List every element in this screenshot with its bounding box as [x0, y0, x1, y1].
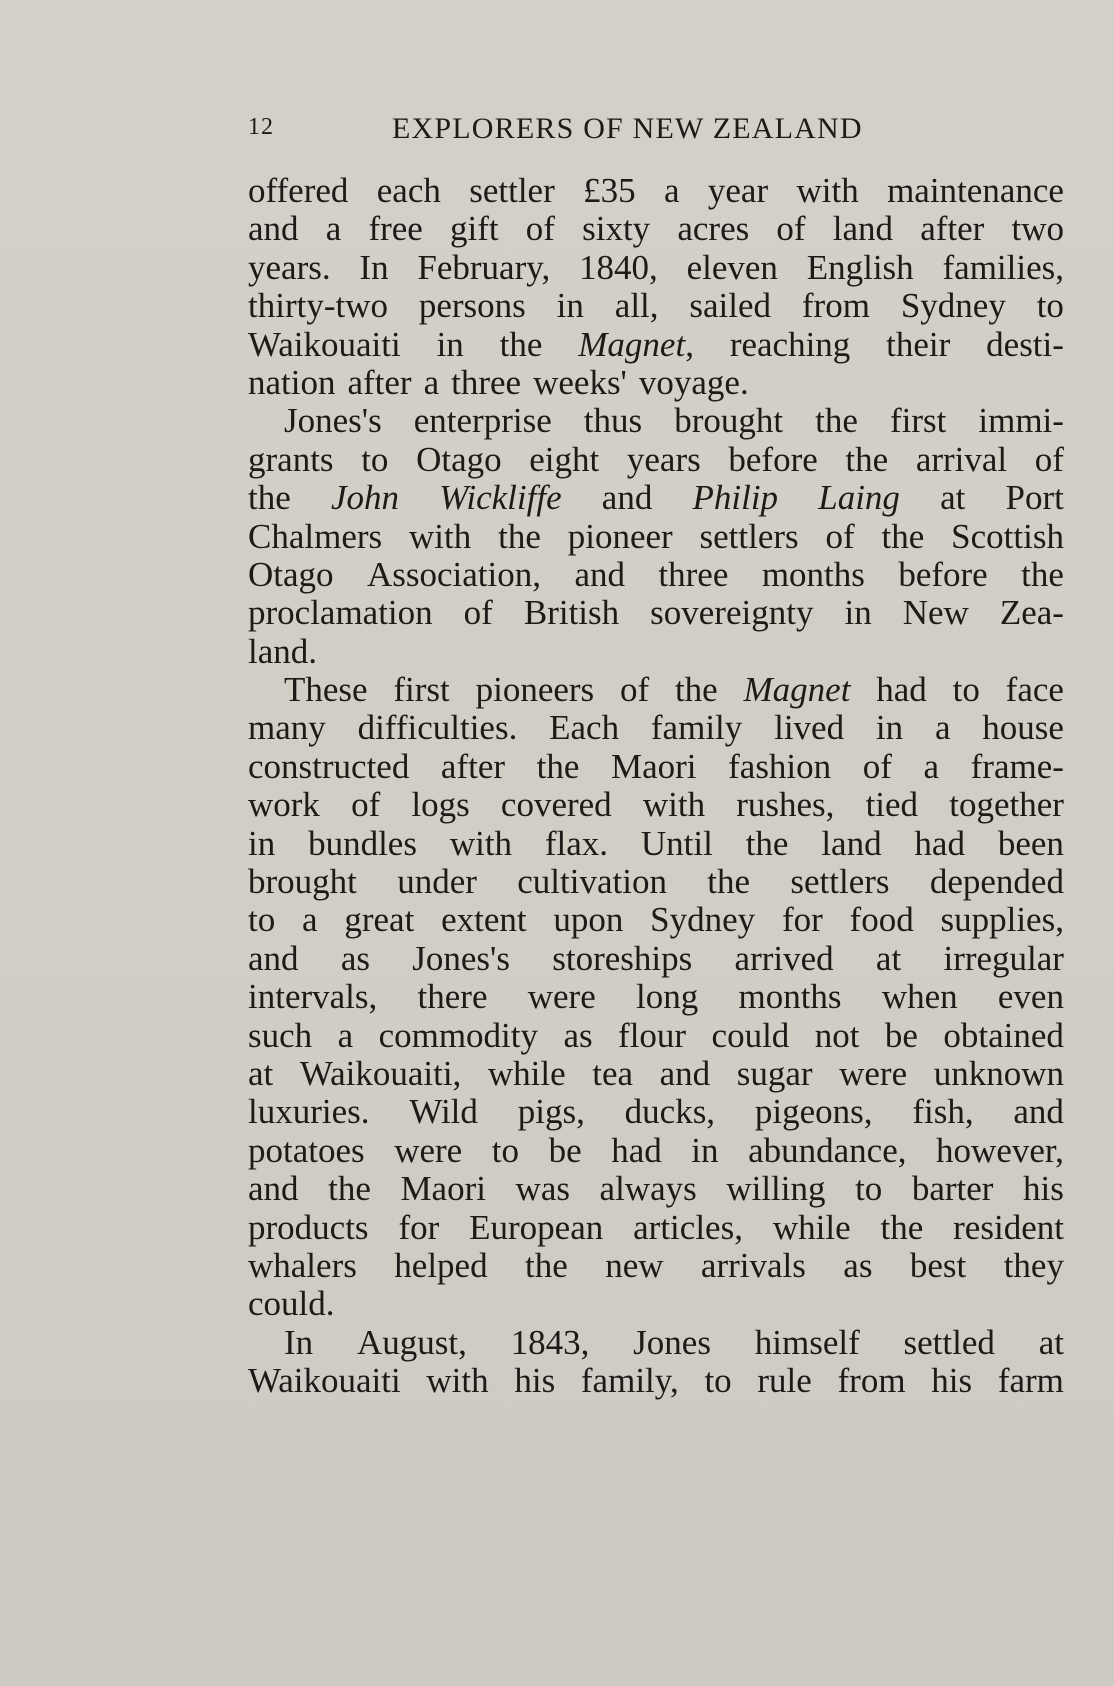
word: and — [659, 1053, 711, 1093]
word: three — [451, 362, 522, 402]
word: even — [997, 977, 1064, 1017]
word: difficulties. — [357, 708, 518, 748]
word: a — [337, 1015, 354, 1055]
body-text — [248, 172, 1064, 1401]
word: In — [284, 1322, 314, 1362]
word: New — [902, 593, 969, 633]
word: of — [525, 209, 555, 249]
word: the — [1021, 554, 1064, 594]
text-line — [248, 1285, 1064, 1323]
word: the — [536, 746, 580, 786]
word: years. — [248, 247, 331, 287]
word: years — [626, 439, 701, 479]
word: a — [423, 362, 440, 402]
word: resident — [953, 1207, 1064, 1247]
word: from — [837, 1361, 906, 1401]
word: brought — [674, 401, 784, 441]
word: after — [920, 209, 985, 249]
word: Wickliffe — [439, 478, 562, 518]
word: Wild — [409, 1092, 478, 1132]
word: the — [248, 478, 291, 518]
word: 1843, — [510, 1322, 590, 1362]
word: each — [376, 171, 441, 210]
word: first — [393, 670, 450, 710]
word: and — [248, 938, 299, 978]
word: all, — [614, 286, 659, 326]
word: at — [248, 1053, 274, 1093]
word: constructed — [248, 746, 410, 786]
word: thus — [583, 401, 643, 441]
word: bundles — [308, 823, 417, 863]
word: from — [801, 286, 870, 326]
word: covered — [500, 785, 612, 825]
word: had — [876, 670, 927, 710]
word: land — [832, 209, 894, 249]
word: his — [931, 1361, 973, 1401]
word: of — [463, 593, 493, 633]
word: was — [515, 1169, 570, 1209]
text-line — [248, 210, 1064, 248]
word: Magnet, — [578, 324, 694, 364]
text-line — [248, 1247, 1064, 1285]
word: and — [1013, 1092, 1064, 1132]
word: had — [611, 1130, 662, 1170]
word: be — [548, 1130, 582, 1170]
word: a — [934, 708, 951, 748]
word: Otago — [248, 554, 334, 594]
word: potatoes — [248, 1130, 365, 1170]
word: rushes, — [736, 785, 835, 825]
word: settlers — [699, 516, 799, 556]
text-line — [248, 249, 1064, 287]
word: Until — [640, 823, 713, 863]
running-head: EXPLORERS OF NEW ZEALAND — [392, 112, 863, 145]
word: proclamation — [248, 593, 433, 633]
text-line — [248, 326, 1064, 364]
word: after — [440, 746, 506, 786]
text-line — [248, 402, 1064, 440]
word: English — [806, 247, 914, 287]
word: settled — [903, 1322, 995, 1362]
word: to — [952, 670, 980, 710]
word: sixty — [582, 209, 651, 249]
word: in — [875, 708, 904, 748]
word: flax. — [544, 823, 609, 863]
word: the — [498, 516, 541, 556]
word: family, — [580, 1361, 679, 1401]
word: together — [949, 785, 1064, 825]
word: depended — [929, 862, 1064, 902]
word: months — [761, 554, 865, 594]
word: arrivals — [700, 1245, 806, 1285]
text-line — [248, 671, 1064, 709]
word: maintenance — [887, 171, 1064, 210]
word: Maori — [610, 746, 697, 786]
word: with — [796, 171, 859, 210]
word: under — [397, 862, 477, 902]
word: months — [738, 977, 842, 1017]
text-line — [248, 786, 1064, 824]
text-line — [248, 633, 1064, 671]
word: sailed — [689, 286, 772, 326]
word: great — [344, 900, 415, 940]
word: tied — [865, 785, 919, 825]
word: as — [843, 1245, 873, 1285]
word: two — [1011, 209, 1064, 249]
word: to — [248, 900, 276, 940]
word: before — [728, 439, 818, 479]
word: Waikouaiti — [248, 1361, 401, 1401]
word: the — [745, 823, 789, 863]
word: rule — [757, 1361, 812, 1401]
word: pioneer — [567, 516, 673, 556]
word: fish, — [912, 1092, 974, 1132]
text-line — [248, 978, 1064, 1016]
word: a — [325, 209, 342, 249]
word: not — [814, 1015, 860, 1055]
word: to — [491, 1130, 520, 1170]
word: such — [248, 1015, 313, 1055]
word: always — [599, 1169, 697, 1209]
word: the — [845, 439, 889, 479]
word: could — [711, 1015, 790, 1055]
word: Port — [1005, 478, 1064, 518]
word: his — [1023, 1169, 1064, 1209]
text-line — [248, 1093, 1064, 1131]
word: pigeons, — [754, 1092, 873, 1132]
word: products — [248, 1207, 369, 1247]
word: British — [523, 593, 620, 633]
word: gift — [450, 209, 499, 249]
word: Jones — [633, 1322, 711, 1362]
word: intervals, — [248, 977, 378, 1017]
word: before — [898, 554, 988, 594]
word: at — [1038, 1322, 1064, 1362]
text-line — [248, 748, 1064, 786]
word: best — [909, 1245, 967, 1285]
word: to — [704, 1361, 732, 1401]
word: acres — [677, 209, 750, 249]
word: could. — [248, 1284, 335, 1324]
word: year — [707, 171, 769, 210]
word: February, — [417, 247, 551, 287]
word: eight — [529, 439, 600, 479]
word: they — [1003, 1245, 1064, 1285]
word: at — [940, 478, 966, 518]
word: to — [855, 1169, 883, 1209]
word: luxuries. — [248, 1092, 370, 1132]
text-line — [248, 1017, 1064, 1055]
text-line — [248, 172, 1064, 210]
word: with — [642, 785, 706, 825]
word: many — [248, 708, 326, 748]
word: £35 — [583, 171, 636, 210]
word: settler — [469, 171, 555, 210]
text-line — [248, 1055, 1064, 1093]
word: while — [772, 1207, 851, 1247]
word: Sydney — [900, 286, 1006, 326]
word: were — [394, 1130, 463, 1170]
text-line — [248, 556, 1064, 594]
word: been — [997, 823, 1064, 863]
text-line — [248, 901, 1064, 939]
word: arrival — [915, 439, 1008, 479]
word: his — [514, 1361, 556, 1401]
word: of — [1034, 439, 1064, 479]
word: a — [923, 746, 940, 786]
word: Magnet — [743, 670, 851, 710]
word: Jones's — [412, 938, 510, 978]
word: for — [398, 1207, 440, 1247]
word: while — [487, 1053, 566, 1093]
word: irregular — [943, 938, 1064, 978]
word: three — [658, 554, 729, 594]
text-line — [248, 1324, 1064, 1362]
word: and — [248, 1169, 299, 1209]
word: when — [881, 977, 958, 1017]
word: families, — [942, 247, 1064, 287]
word: of — [351, 785, 381, 825]
word: ducks, — [624, 1092, 716, 1132]
word: immi- — [978, 401, 1064, 441]
text-line — [248, 1132, 1064, 1170]
word: at — [875, 938, 902, 978]
word: nation — [248, 362, 336, 402]
word: the — [499, 324, 543, 364]
word: thirty-two — [248, 286, 388, 326]
word: in — [248, 823, 276, 863]
word: logs — [411, 785, 470, 825]
word: sovereignty — [650, 593, 814, 633]
word: Scottish — [951, 516, 1064, 556]
word: 1840, — [579, 247, 658, 287]
word: John — [330, 478, 399, 518]
word: Philip — [692, 478, 779, 518]
word: farm — [997, 1361, 1064, 1401]
word: there — [417, 977, 488, 1017]
word: sugar — [736, 1053, 813, 1093]
word: for — [781, 900, 823, 940]
word: their — [886, 324, 951, 364]
word: as — [563, 1015, 593, 1055]
text-line — [248, 479, 1064, 517]
word: flour — [618, 1015, 687, 1055]
word: land. — [248, 631, 318, 671]
word: pioneers — [475, 670, 595, 710]
word: unknown — [933, 1053, 1064, 1093]
word: of — [825, 516, 855, 556]
word: with — [409, 516, 472, 556]
word: extent — [441, 900, 527, 940]
word: supplies, — [940, 900, 1064, 940]
word: of — [862, 746, 892, 786]
word: in — [844, 593, 872, 633]
word: Maori — [400, 1169, 486, 1209]
word: Jones's — [284, 401, 382, 441]
word: lived — [774, 708, 845, 748]
text-line — [248, 287, 1064, 325]
word: whalers — [248, 1245, 357, 1285]
word: with — [449, 823, 513, 863]
word: the — [328, 1169, 371, 1209]
word: as — [340, 938, 370, 978]
word: the — [881, 516, 925, 556]
word: to — [361, 439, 389, 479]
word: persons — [418, 286, 526, 326]
word: In — [359, 247, 389, 287]
word: reaching — [729, 324, 851, 364]
word: to — [1036, 286, 1064, 326]
word: the — [707, 862, 751, 902]
word: were — [839, 1053, 908, 1093]
word: Association, — [366, 554, 541, 594]
word: had — [914, 823, 965, 863]
word: cultivation — [517, 862, 667, 902]
word: in — [436, 324, 464, 364]
text-line — [248, 441, 1064, 479]
word: the — [674, 670, 718, 710]
text-line — [248, 364, 1064, 402]
word: abundance, — [748, 1130, 907, 1170]
text-line — [248, 1209, 1064, 1247]
word: were — [527, 977, 596, 1017]
word: August, — [356, 1322, 467, 1362]
word: work — [248, 785, 320, 825]
word: land — [821, 823, 882, 863]
word: obtained — [943, 1015, 1064, 1055]
word: free — [368, 209, 423, 249]
word: grants — [248, 439, 334, 479]
word: brought — [248, 862, 357, 902]
word: voyage. — [638, 362, 749, 402]
word: settlers — [790, 862, 890, 902]
word: Chalmers — [248, 516, 383, 556]
word: fashion — [728, 746, 832, 786]
word: and — [248, 209, 299, 249]
word: European — [469, 1207, 604, 1247]
word: a — [663, 171, 680, 210]
word: in — [556, 286, 584, 326]
word: arrived — [734, 938, 834, 978]
word: Waikouaiti — [248, 324, 401, 364]
text-line — [248, 863, 1064, 901]
word: Waikouaiti, — [299, 1053, 462, 1093]
word: storeships — [552, 938, 693, 978]
word: Otago — [416, 439, 502, 479]
word: commodity — [378, 1015, 539, 1055]
word: be — [884, 1015, 918, 1055]
word: of — [776, 209, 806, 249]
text-line — [248, 594, 1064, 632]
text-line — [248, 825, 1064, 863]
word: the — [880, 1207, 924, 1247]
word: desti- — [986, 324, 1064, 364]
word: frame- — [970, 746, 1064, 786]
word: himself — [754, 1322, 860, 1362]
word: willing — [726, 1169, 826, 1209]
word: weeks' — [533, 362, 627, 402]
word: articles, — [633, 1207, 743, 1247]
text-line — [248, 1362, 1064, 1400]
text-line — [248, 1170, 1064, 1208]
word: Each — [549, 708, 620, 748]
word: first — [889, 401, 947, 441]
word: and — [601, 478, 653, 518]
word: barter — [911, 1169, 994, 1209]
word: eleven — [686, 247, 778, 287]
text-line — [248, 940, 1064, 978]
word: Sydney — [650, 900, 756, 940]
page-number: 12 — [248, 114, 274, 140]
word: new — [605, 1245, 664, 1285]
word: after — [347, 362, 412, 402]
word: however, — [936, 1130, 1064, 1170]
word: long — [636, 977, 699, 1017]
word: with — [426, 1361, 489, 1401]
page-header — [248, 112, 920, 152]
word: food — [849, 900, 914, 940]
word: in — [691, 1130, 719, 1170]
word: upon — [553, 900, 624, 940]
word: of — [619, 670, 650, 710]
word: the — [525, 1245, 568, 1285]
word: the — [815, 401, 858, 441]
word: family — [650, 708, 743, 748]
word: enterprise — [413, 401, 552, 441]
word: offered — [248, 171, 349, 210]
word: helped — [394, 1245, 488, 1285]
word: tea — [592, 1053, 634, 1093]
word: Laing — [818, 478, 900, 518]
text-line — [248, 518, 1064, 556]
word: These — [284, 670, 368, 710]
word: pigs, — [517, 1092, 585, 1132]
text-line — [248, 709, 1064, 747]
word: house — [982, 708, 1064, 748]
word: and — [574, 554, 625, 594]
word: Zea- — [999, 593, 1064, 633]
word: a — [302, 900, 318, 940]
word: face — [1005, 670, 1064, 710]
